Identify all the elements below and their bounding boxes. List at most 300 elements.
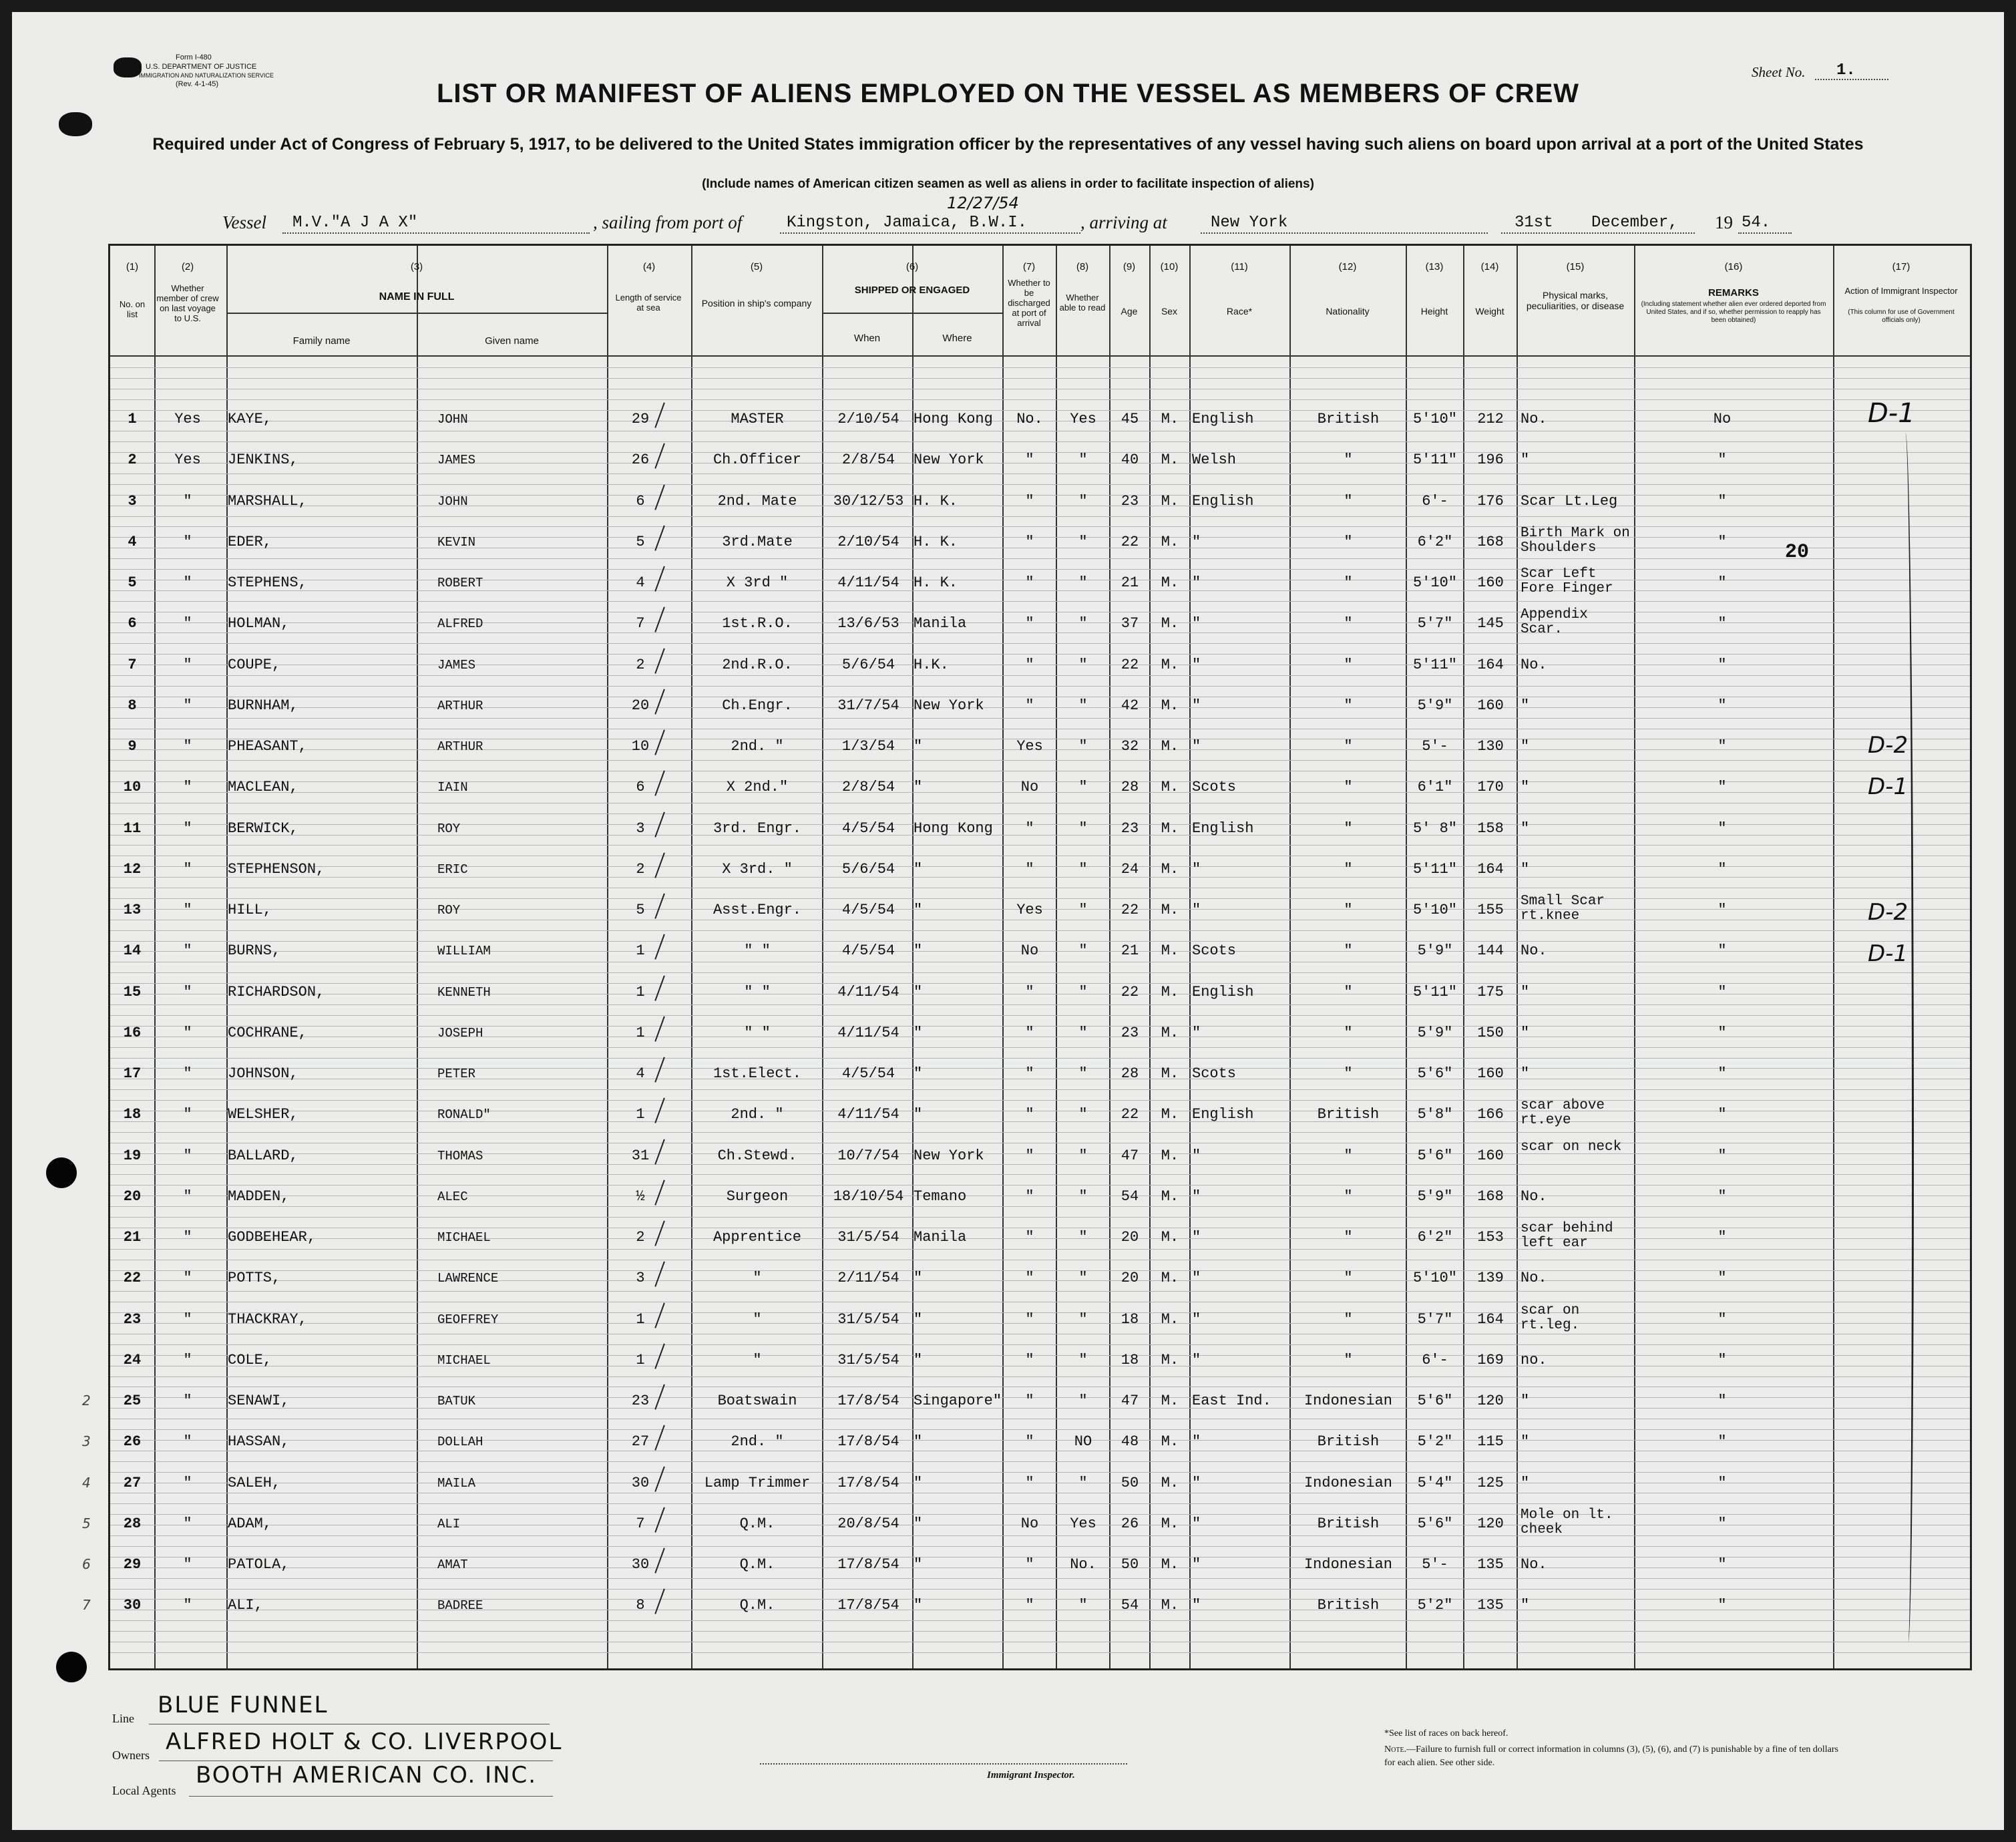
cell-weight: 160	[1477, 697, 1504, 714]
cell-family: COLE,	[228, 1351, 272, 1368]
ruled-line	[110, 643, 1970, 644]
cell-position: MASTER	[731, 411, 784, 427]
cell-sex: M.	[1161, 533, 1179, 550]
ruled-line	[110, 1249, 1970, 1250]
cell-weight: 166	[1477, 1106, 1504, 1123]
cell-where: Manila	[914, 1229, 967, 1246]
cell-when: 2/10/54	[837, 411, 899, 427]
cell-weight: 164	[1477, 656, 1504, 673]
cell-marks: Mole on lt. cheek	[1521, 1507, 1613, 1537]
col6-number: (6)	[905, 261, 919, 272]
cell-remarks: "	[1718, 738, 1727, 755]
cell-sex: M.	[1161, 492, 1179, 510]
cell-where: Hong Kong	[914, 819, 993, 837]
cell-prev: "	[183, 738, 192, 755]
ruled-line	[110, 760, 1970, 761]
cell-position: 1st.R.O.	[722, 615, 793, 632]
cell-where: "	[914, 1310, 923, 1328]
cell-age: 26	[1121, 1515, 1139, 1532]
cell-disch: "	[1025, 860, 1034, 878]
ruled-line	[110, 1376, 1970, 1377]
cell-marks: No.	[1521, 942, 1547, 960]
inspector-ditto-line	[1900, 433, 1914, 1642]
cell-race: "	[1192, 574, 1201, 591]
cell-remarks: "	[1718, 1065, 1727, 1082]
ruled-line	[110, 1058, 1970, 1059]
cell-weight: 169	[1477, 1351, 1504, 1368]
cell-sex: M.	[1161, 779, 1179, 796]
inspector-mark-row-9: D-2	[1868, 732, 1908, 759]
cell-prev: "	[183, 1310, 192, 1328]
sailing-label: , sailing from port of	[593, 212, 743, 232]
col12-header: Nationality	[1326, 306, 1370, 317]
cell-where: "	[914, 779, 923, 796]
cell-service: 6	[636, 779, 645, 796]
cell-where: "	[914, 902, 923, 918]
cell-remarks: No	[1713, 411, 1732, 427]
col14-header: Weight	[1475, 306, 1504, 317]
cell-no: 10	[123, 779, 142, 796]
cell-weight: 144	[1477, 942, 1504, 960]
cell-age: 22	[1121, 983, 1139, 1000]
cell-height: 5'6"	[1417, 1393, 1453, 1409]
cell-age: 47	[1121, 1147, 1139, 1164]
cell-where: "	[914, 983, 923, 1000]
ruled-line	[110, 718, 1970, 719]
cell-given: LAWRENCE	[437, 1271, 499, 1286]
cell-given: THOMAS	[437, 1148, 483, 1163]
cell-marks: "	[1521, 1024, 1530, 1041]
cell-race: Scots	[1192, 779, 1237, 796]
cell-read: "	[1078, 656, 1088, 673]
cell-race: "	[1192, 1310, 1201, 1328]
cell-height: 5' 8"	[1412, 819, 1457, 837]
cell-where: New York	[914, 1147, 984, 1164]
cell-nat: Indonesian	[1303, 1393, 1393, 1409]
cell-position: 2nd. Mate	[717, 492, 797, 510]
cell-position: Q.M.	[739, 1597, 775, 1614]
cell-nat: British	[1317, 1106, 1380, 1123]
ruled-line	[110, 1620, 1970, 1621]
cell-where: "	[914, 1065, 923, 1082]
fine-note	[1384, 1743, 1838, 1770]
cell-where: "	[914, 1351, 923, 1368]
cell-family: ADAM,	[228, 1515, 272, 1532]
cell-remarks: "	[1718, 1433, 1727, 1451]
cell-family: POTTS,	[228, 1270, 281, 1287]
cell-family: MARSHALL,	[228, 492, 307, 510]
cell-nat: "	[1344, 1310, 1353, 1328]
cell-age: 40	[1121, 451, 1139, 469]
cell-height: 5'4"	[1417, 1474, 1453, 1491]
ruled-line	[110, 1578, 1970, 1579]
cell-where: Manila	[914, 615, 967, 632]
col7-number: (7)	[1022, 261, 1036, 272]
cell-race: "	[1192, 615, 1201, 632]
cell-service: 31	[631, 1147, 650, 1164]
cell-age: 23	[1121, 819, 1139, 837]
header-bottom-rule	[110, 355, 1970, 357]
cell-when: 31/5/54	[837, 1229, 899, 1246]
cell-service: 26	[631, 451, 650, 469]
cell-disch: "	[1025, 983, 1034, 1000]
cell-position: 2nd. "	[731, 1433, 784, 1451]
cell-race: "	[1192, 697, 1201, 714]
cell-prev: "	[183, 779, 192, 796]
cell-position: Asst.Engr.	[713, 902, 802, 918]
cell-position: "	[753, 1351, 762, 1368]
year-dotted-line	[1738, 232, 1792, 234]
cell-no: 21	[123, 1229, 142, 1246]
cell-prev: "	[183, 1065, 192, 1082]
cell-given: BATUK	[437, 1394, 476, 1409]
cell-disch: "	[1025, 1187, 1034, 1205]
cell-sex: M.	[1161, 1474, 1179, 1491]
cell-given: ALFRED	[437, 616, 483, 632]
cell-race: English	[1192, 1106, 1254, 1123]
ruled-line	[110, 378, 1970, 379]
column-rule	[1189, 246, 1191, 1668]
cell-family: MACLEAN,	[228, 779, 298, 796]
cell-sex: M.	[1161, 1024, 1179, 1041]
ruled-line	[110, 1535, 1970, 1536]
cell-no: 8	[128, 697, 137, 714]
cell-weight: 155	[1477, 902, 1504, 918]
margin-number: 5	[82, 1515, 91, 1531]
ruled-line	[110, 1047, 1970, 1048]
cell-given: ROY	[437, 821, 461, 836]
cell-race: "	[1192, 1147, 1201, 1164]
cell-no: 24	[123, 1351, 142, 1368]
cell-weight: 153	[1477, 1229, 1504, 1246]
cell-when: 2/10/54	[837, 533, 899, 550]
cell-when: 2/11/54	[837, 1270, 899, 1287]
cell-age: 23	[1121, 492, 1139, 510]
cell-prev: "	[183, 819, 192, 837]
cell-race: "	[1192, 1556, 1201, 1573]
cell-weight: 176	[1477, 492, 1504, 510]
cell-where: Temano	[914, 1187, 967, 1205]
owners-label: Owners	[112, 1748, 150, 1762]
cell-position: 3rd.Mate	[722, 533, 793, 550]
cell-no: 5	[128, 574, 137, 591]
cell-no: 22	[123, 1270, 142, 1287]
cell-weight: 170	[1477, 779, 1504, 796]
cell-no: 19	[123, 1147, 142, 1164]
agents-value: BOOTH AMERICAN CO. INC.	[196, 1762, 538, 1789]
cell-service: ½	[636, 1187, 645, 1205]
cell-sex: M.	[1161, 697, 1179, 714]
cell-prev: "	[183, 615, 192, 632]
cell-read: "	[1078, 1147, 1088, 1164]
cell-remarks: "	[1718, 451, 1727, 469]
cell-service: 30	[631, 1556, 650, 1573]
cell-prev: "	[183, 533, 192, 550]
cell-given: MICHAEL	[437, 1352, 491, 1368]
cell-height: 5'9"	[1417, 1187, 1453, 1205]
ruled-line	[110, 1206, 1970, 1207]
cell-nat: "	[1344, 574, 1353, 591]
cell-no: 13	[123, 902, 142, 918]
cell-nat: "	[1344, 533, 1353, 550]
cell-no: 29	[123, 1556, 142, 1573]
cell-family: KAYE,	[228, 411, 272, 427]
ruled-line	[110, 526, 1970, 527]
cell-given: ROY	[437, 903, 461, 918]
ruled-line	[110, 972, 1970, 973]
cell-given: JAMES	[437, 657, 476, 673]
ruled-line	[110, 1514, 1970, 1515]
col1-number: (1)	[126, 261, 139, 272]
cell-nat: British	[1317, 1433, 1380, 1451]
cell-when: 17/8/54	[837, 1393, 899, 1409]
col9-number: (9)	[1123, 261, 1136, 272]
cell-age: 21	[1121, 942, 1139, 960]
cell-service: 6	[636, 492, 645, 510]
cell-when: 5/6/54	[841, 860, 895, 878]
cell-family: STEPHENS,	[228, 574, 307, 591]
cell-marks: scar behind left ear	[1521, 1221, 1613, 1251]
margin-number: 2	[82, 1393, 91, 1409]
ruled-line	[110, 1132, 1970, 1133]
ruled-line	[110, 632, 1970, 633]
cell-weight: 120	[1477, 1515, 1504, 1532]
col5-header: Position in ship's company	[701, 298, 812, 309]
cell-where: Hong Kong	[914, 411, 993, 427]
cell-marks: "	[1521, 1597, 1530, 1614]
cell-race: "	[1192, 1474, 1201, 1491]
cell-sex: M.	[1161, 1433, 1179, 1451]
cell-no: 23	[123, 1310, 142, 1328]
cell-sex: M.	[1161, 1393, 1179, 1409]
cell-race: Scots	[1192, 942, 1237, 960]
cell-given: KENNETH	[437, 984, 491, 1000]
col15-header: Physical marks, peculiarities, or disease	[1526, 290, 1625, 311]
cell-when: 2/8/54	[841, 451, 895, 469]
cell-marks: "	[1521, 1065, 1530, 1082]
col10-header: Sex	[1161, 306, 1178, 317]
ruled-line	[110, 1631, 1970, 1632]
cell-given: WILLIAM	[437, 944, 491, 959]
cell-given: ROBERT	[437, 576, 483, 590]
cell-nat: "	[1344, 1229, 1353, 1246]
ruled-line	[110, 1217, 1970, 1218]
cell-disch: "	[1025, 1106, 1034, 1123]
cell-no: 16	[123, 1024, 142, 1041]
cell-when: 4/11/54	[837, 983, 899, 1000]
cell-disch: Yes	[1016, 738, 1043, 755]
cell-where: New York	[914, 451, 984, 469]
cell-no: 12	[123, 860, 142, 878]
arrival-month: December,	[1591, 214, 1678, 232]
cell-family: COUPE,	[228, 656, 281, 673]
form-revision: (Rev. 4-1-45)	[176, 80, 218, 88]
sheet-number: 1.	[1836, 61, 1856, 79]
cell-race: "	[1192, 1351, 1201, 1368]
cell-when: 31/5/54	[837, 1310, 899, 1328]
col8-header: Whether able to read	[1059, 293, 1106, 313]
cell-height: 5'6"	[1417, 1147, 1453, 1164]
cell-remarks: "	[1718, 1229, 1727, 1246]
cell-height: 6'-	[1422, 492, 1448, 510]
cell-marks: "	[1521, 819, 1530, 837]
cell-remarks: "	[1718, 1024, 1727, 1041]
cell-age: 45	[1121, 411, 1139, 427]
cell-height: 5'-	[1422, 1556, 1448, 1573]
cell-read: NO	[1074, 1433, 1092, 1451]
cell-family: BURNHAM,	[228, 697, 298, 714]
cell-height: 5'6"	[1417, 1515, 1453, 1532]
cell-sex: M.	[1161, 656, 1179, 673]
cell-age: 20	[1121, 1229, 1139, 1246]
cell-read: "	[1078, 1351, 1088, 1368]
cell-when: 10/7/54	[837, 1147, 899, 1164]
col15-number: (15)	[1566, 261, 1585, 272]
cell-remarks: "	[1718, 656, 1727, 673]
form-number: Form I-480	[176, 53, 212, 61]
sheet-label: Sheet No.	[1752, 64, 1806, 80]
cell-weight: 196	[1477, 451, 1504, 469]
cell-where: "	[914, 942, 923, 960]
cell-read: No.	[1070, 1556, 1096, 1573]
col16-note: (Including statement whether alien ever ordered deported from United States, and if so, whether permission to reapply has been obtained)	[1641, 301, 1826, 324]
cell-race: "	[1192, 1515, 1201, 1532]
cell-service: 1	[636, 942, 645, 960]
cell-prev: "	[183, 1270, 192, 1287]
cell-where: "	[914, 1556, 923, 1573]
cell-where: "	[914, 1597, 923, 1614]
cell-remarks: "	[1718, 1597, 1727, 1614]
ruled-line	[110, 845, 1970, 846]
cell-remarks: "	[1718, 942, 1727, 960]
cell-sex: M.	[1161, 1270, 1179, 1287]
sailing-date-handwritten: 12/27/54	[947, 194, 1019, 212]
col9-header: Age	[1121, 306, 1138, 317]
cell-sex: M.	[1161, 411, 1179, 427]
cell-service: 2	[636, 860, 645, 878]
cell-family: BALLARD,	[228, 1147, 298, 1164]
cell-nat: "	[1344, 1187, 1353, 1205]
col14-number: (14)	[1480, 261, 1499, 272]
cell-disch: "	[1025, 1597, 1034, 1614]
ruled-line	[110, 1461, 1970, 1462]
ruled-line	[110, 930, 1970, 931]
cell-where: "	[914, 1270, 923, 1287]
cell-marks: "	[1521, 1474, 1530, 1491]
cell-remarks: "	[1718, 1393, 1727, 1409]
cell-service: 10	[631, 738, 650, 755]
ruled-line	[110, 898, 1970, 899]
cell-age: 24	[1121, 860, 1139, 878]
cell-sex: M.	[1161, 1310, 1179, 1328]
cell-marks: scar above rt.eye	[1521, 1098, 1605, 1129]
cell-weight: 150	[1477, 1024, 1504, 1041]
cell-sex: M.	[1161, 1515, 1179, 1532]
cell-age: 47	[1121, 1393, 1139, 1409]
cell-read: "	[1078, 492, 1088, 510]
cell-weight: 139	[1477, 1270, 1504, 1287]
cell-when: 4/5/54	[841, 902, 895, 918]
cell-service: 4	[636, 1065, 645, 1082]
sailing-port: Kingston, Jamaica, B.W.I.	[787, 214, 1028, 232]
ruled-line	[110, 1652, 1970, 1653]
cell-prev: "	[183, 860, 192, 878]
ink-blot	[59, 112, 92, 136]
cell-given: JOHN	[437, 494, 468, 509]
cell-service: 1	[636, 1310, 645, 1328]
cell-weight: 168	[1477, 533, 1504, 550]
cell-sex: M.	[1161, 1187, 1179, 1205]
cell-position: Apprentice	[713, 1229, 802, 1246]
cell-read: "	[1078, 574, 1088, 591]
cell-race: Scots	[1192, 1065, 1237, 1082]
cell-service: 20	[631, 697, 650, 714]
cell-position: 2nd. "	[731, 1106, 784, 1123]
cell-marks: "	[1521, 983, 1530, 1000]
cell-remarks: "	[1718, 860, 1727, 878]
col4-header: Length of service at sea	[615, 293, 682, 313]
col17-note: (This column for use of Government officials only)	[1848, 309, 1955, 324]
cell-age: 18	[1121, 1351, 1139, 1368]
manifest-note: (Include names of American citizen seamen as well as aliens in order to facilitate inspection of aliens)	[702, 177, 1314, 191]
col6-where-header: Where	[942, 333, 972, 344]
cell-weight: 125	[1477, 1474, 1504, 1491]
cell-marks: No.	[1521, 411, 1547, 427]
cell-sex: M.	[1161, 574, 1179, 591]
cell-read: "	[1078, 1270, 1088, 1287]
cell-height: 5'9"	[1417, 1024, 1453, 1041]
cell-when: 5/6/54	[841, 656, 895, 673]
cell-prev: "	[183, 1106, 192, 1123]
cell-marks: "	[1521, 697, 1530, 714]
cell-marks: No.	[1521, 1270, 1547, 1287]
ruled-line	[110, 399, 1970, 400]
cell-race: "	[1192, 902, 1201, 918]
cell-family: EDER,	[228, 533, 272, 550]
cell-weight: 158	[1477, 819, 1504, 837]
cell-where: H. K.	[914, 492, 958, 510]
cell-no: 6	[128, 615, 137, 632]
cell-read: "	[1078, 1024, 1088, 1041]
col17-header: Action of Immigrant Inspector	[1844, 286, 1958, 296]
cell-height: 5'11"	[1412, 983, 1457, 1000]
cell-read: "	[1078, 1597, 1088, 1614]
cell-marks: "	[1521, 1393, 1530, 1409]
cell-prev: "	[183, 983, 192, 1000]
inspector-mark-row-14: D-1	[1868, 940, 1908, 967]
cell-sex: M.	[1161, 1229, 1179, 1246]
cell-height: 5'10"	[1412, 411, 1457, 427]
fine-note-text: —Failure to furnish full or correct information in columns (3), (5), (6), and (7) is punishable by a fine of ten dollars for each alien. See other side.	[1384, 1744, 1839, 1768]
cell-no: 20	[123, 1187, 142, 1205]
cell-no: 25	[123, 1393, 142, 1409]
cell-age: 18	[1121, 1310, 1139, 1328]
cell-height: 5'9"	[1417, 942, 1453, 960]
cell-position: "	[753, 1270, 762, 1287]
ruled-line	[110, 1164, 1970, 1165]
cell-disch: No	[1020, 779, 1039, 796]
cell-prev: "	[183, 574, 192, 591]
cell-where: "	[914, 860, 923, 878]
inspector-signature-label: Immigrant Inspector.	[987, 1770, 1075, 1781]
cell-position: " "	[744, 1024, 771, 1041]
cell-height: 5'10"	[1412, 1270, 1457, 1287]
cell-position: 2nd. "	[731, 738, 784, 755]
cell-service: 30	[631, 1474, 650, 1491]
col3-number: (3)	[410, 261, 423, 272]
cell-prev: "	[183, 492, 192, 510]
cell-no: 18	[123, 1106, 142, 1123]
